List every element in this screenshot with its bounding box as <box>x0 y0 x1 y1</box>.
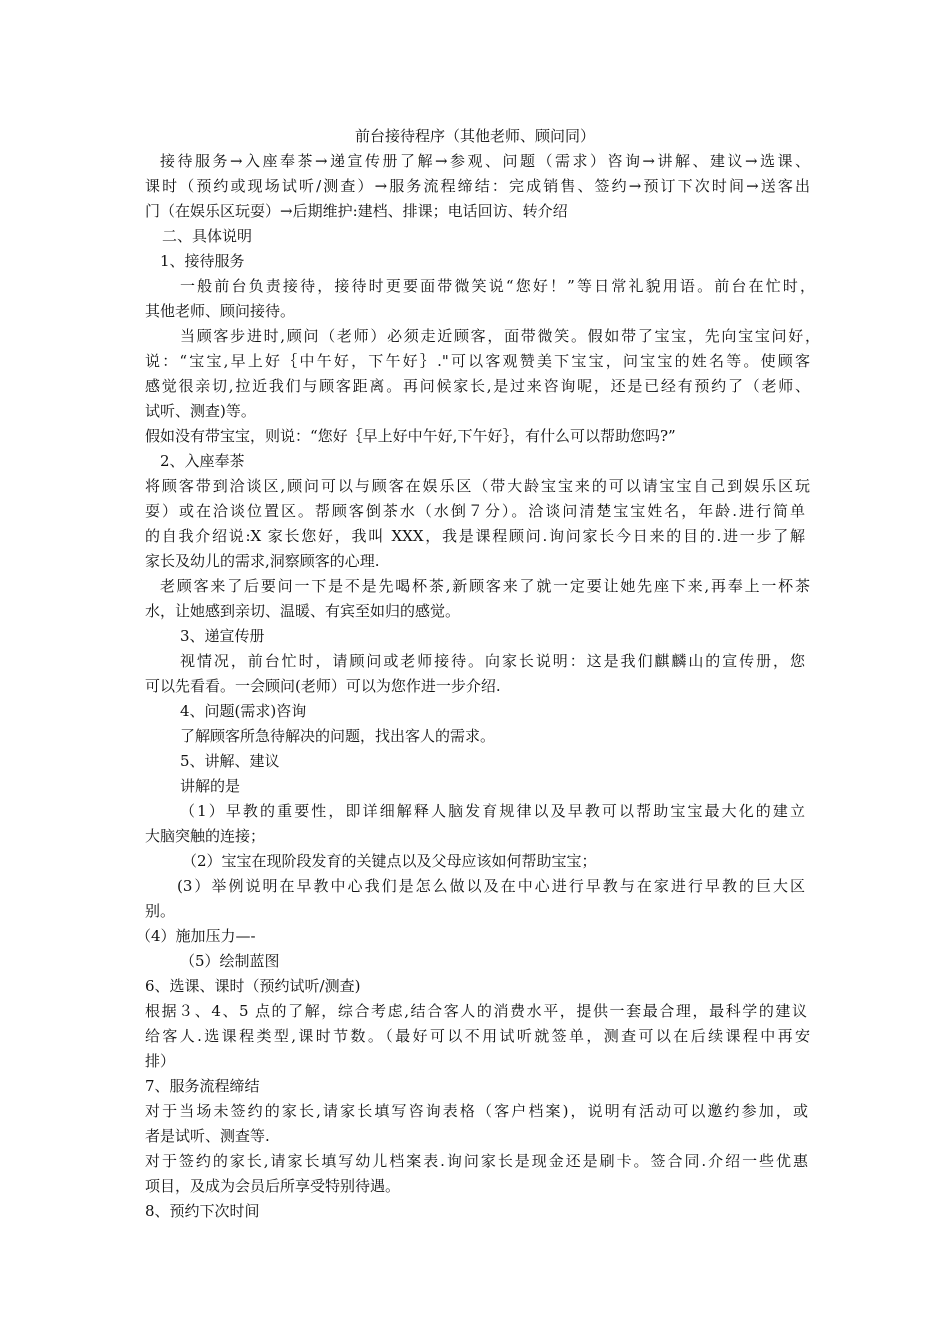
paragraph-line: 给客人.选课程类型,课时节数。（最好可以不用试听就签单，测查可以在后续课程中再安 <box>145 1027 810 1045</box>
paragraph-line: 了解顾客所急待解决的问题，找出客人的需求。 <box>180 727 496 745</box>
paragraph-line: 排） <box>145 1052 176 1070</box>
paragraph-line: 试听、测查)等。 <box>145 402 256 420</box>
paragraph-line: 讲解的是 <box>180 777 241 795</box>
list-item-line: 大脑突触的连接； <box>145 827 266 845</box>
paragraph-line: 视情况，前台忙时，请顾问或老师接待。向家长说明：这是我们麒麟山的宣传册，您 <box>180 652 805 670</box>
list-item-line: 别。 <box>145 902 176 920</box>
flow-line: 课时（预约或现场试听/测查）→服务流程缔结：完成销售、签约→预订下次时间→送客出 <box>145 177 810 195</box>
paragraph-line: 对于签约的家长,请家长填写幼儿档案表.询问家长是现金还是刷卡。签合同.介绍一些优惠 <box>145 1152 808 1170</box>
subsection-heading: 1、接待服务 <box>160 252 245 270</box>
subsection-heading: 8、预约下次时间 <box>145 1202 260 1220</box>
paragraph-line: 假如没有带宝宝，则说：“您好｛早上好中午好,下午好｝，有什么可以帮助您吗?” <box>145 427 676 445</box>
paragraph-line: 根据３、4、5 点的了解，综合考虑,结合客人的消费水平，提供一套最合理，最科学的建议 <box>145 1002 807 1020</box>
subsection-heading: 6、选课、课时（预约试听/测查) <box>145 977 361 995</box>
subsection-heading: 4、问题(需求)咨询 <box>180 702 307 720</box>
list-item-line: （5）绘制蓝图 <box>180 952 280 970</box>
subsection-heading: 3、递宣传册 <box>180 627 265 645</box>
flow-line: 门（在娱乐区玩耍）→后期维护:建档、排课；电话回访、转介绍 <box>145 202 568 220</box>
subsection-heading: 2、入座奉茶 <box>160 452 245 470</box>
list-item-line: （4）施加压力—- <box>136 927 256 945</box>
subsection-heading: 7、服务流程缔结 <box>145 1077 260 1095</box>
paragraph-line: 一般前台负责接待，接待时更要面带微笑说“您好！”等日常礼貌用语。前台在忙时， <box>180 277 815 295</box>
list-item-line: （1）早教的重要性，即详细解释人脑发育规律以及早教可以帮助宝宝最大化的建立 <box>180 802 805 820</box>
paragraph-line: 的自我介绍说:X 家长您好，我叫 XXX，我是课程顾问.询问家长今日来的目的.进一步了解 <box>145 527 805 545</box>
subsection-heading: 5、讲解、建议 <box>180 752 280 770</box>
paragraph-line: 耍）或在洽谈位置区。帮顾客倒茶水（水倒７分）。洽谈问清楚宝宝姓名，年龄.进行简单 <box>145 502 805 520</box>
paragraph-line: 家长及幼儿的需求,洞察顾客的心理. <box>145 552 380 570</box>
paragraph-line: 将顾客带到洽谈区,顾问可以与顾客在娱乐区（带大龄宝宝来的可以请宝宝自己到娱乐区玩 <box>145 477 810 495</box>
list-item-line: (3）举例说明在早教中心我们是怎么做以及在中心进行早教与在家进行早教的巨大区 <box>177 877 805 895</box>
paragraph-line: 对于当场未签约的家长,请家长填写咨询表格（客户档案)，说明有活动可以邀约参加，或 <box>145 1102 808 1120</box>
paragraph-line: 感觉很亲切,拉近我们与顾客距离。再问候家长,是过来咨询呢，还是已经有预约了（老师、 <box>145 377 810 395</box>
flow-line: 接待服务→入座奉茶→递宣传册了解→参观、问题（需求）咨询→讲解、建议→选课、 <box>160 152 810 170</box>
paragraph-line: 说：“宝宝,早上好｛中午好，下午好｝."可以客观赞美下宝宝，问宝宝的姓名等。使顾客 <box>145 352 810 370</box>
paragraph-line: 其他老师、顾问接待。 <box>145 302 296 320</box>
paragraph-line: 项目，及成为会员后所享受特别待遇。 <box>145 1177 401 1195</box>
paragraph-line: 当顾客步进时,顾问（老师）必须走近顾客，面带微笑。假如带了宝宝，先向宝宝问好， <box>180 327 820 345</box>
list-item-line: （2）宝宝在现阶段发育的关键点以及父母应该如何帮助宝宝； <box>182 852 597 870</box>
paragraph-line: 者是试听、测查等. <box>145 1127 270 1145</box>
paragraph-line: 可以先看看。一会顾问(老师）可以为您作进一步介绍. <box>145 677 501 695</box>
paragraph-line: 老顾客来了后要问一下是不是先喝杯茶,新顾客来了就一定要让她先座下来,再奉上一杯茶 <box>160 577 810 595</box>
section-heading: 二、具体说明 <box>162 227 253 245</box>
document-title: 前台接待程序（其他老师、顾问同） <box>354 127 595 145</box>
paragraph-line: 水，让她感到亲切、温暖、有宾至如归的感觉。 <box>145 602 461 620</box>
